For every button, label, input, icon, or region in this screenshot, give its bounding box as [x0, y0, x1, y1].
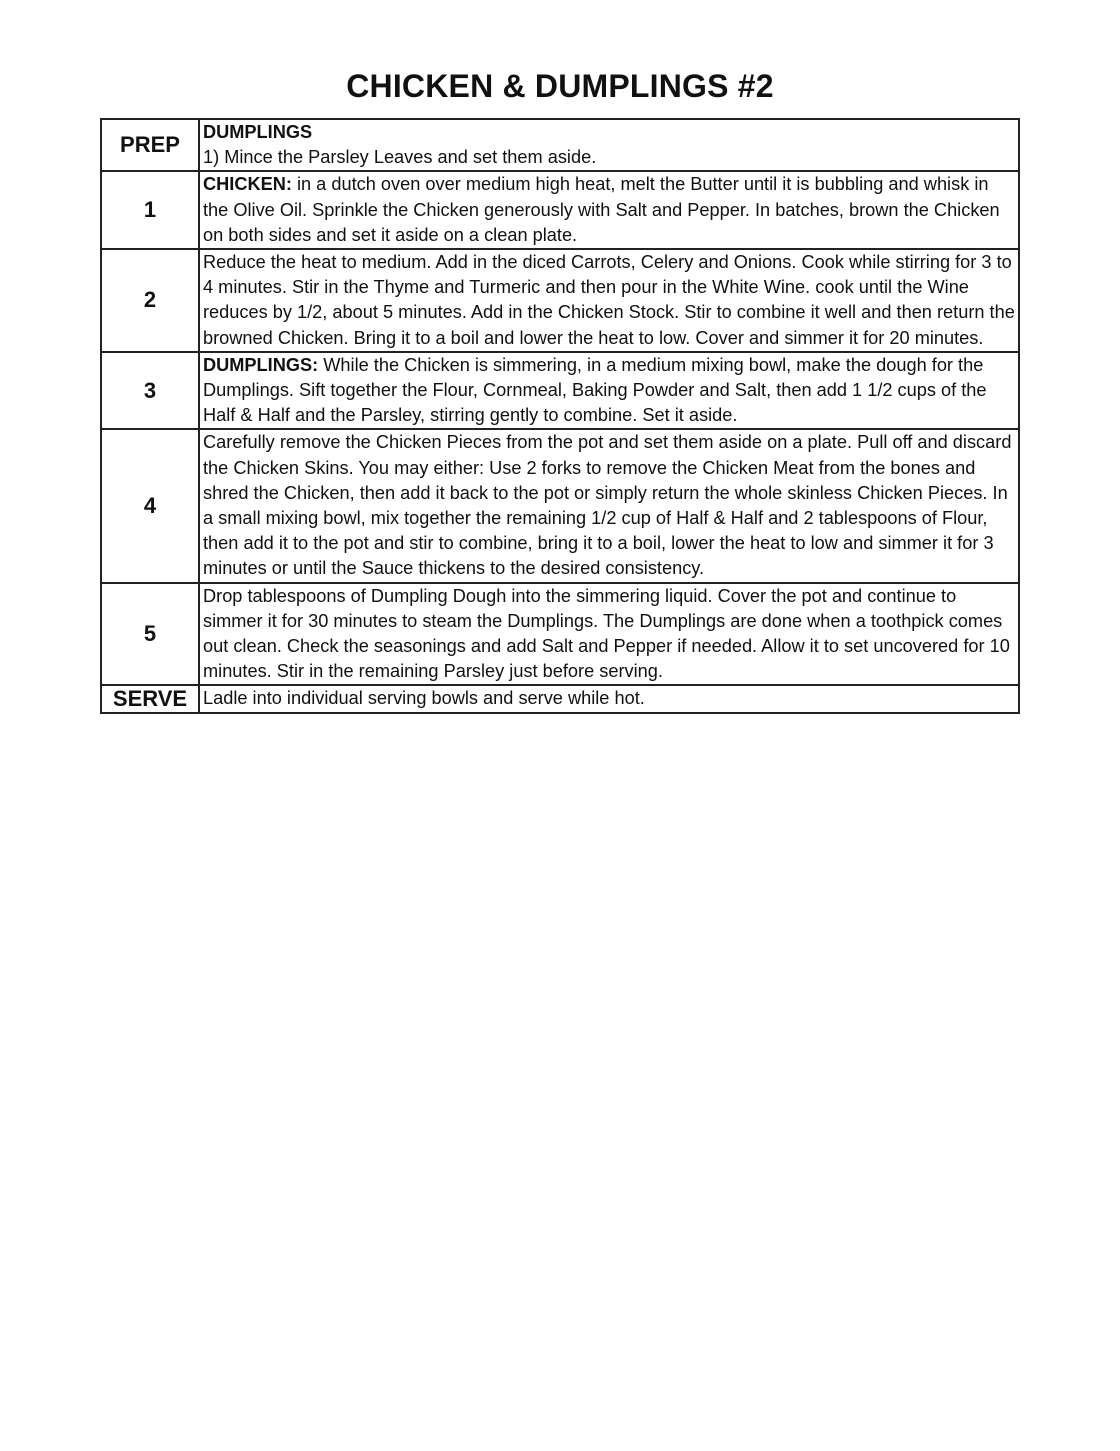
step-text	[199, 171, 1019, 249]
recipe-steps-table	[100, 118, 1020, 714]
step-body: Drop tablespoons of Dumpling Dough into the simmering liquid. Cover the pot and continue to simmer it for 30 minutes to steam the Dumplings. The Dumplings are done when a toothpick comes out clean. Check the seasonings and add Salt and Pepper if needed. Allow it to set uncovered for 10 minutes. Stir in the remaining Parsley just before serving.	[203, 585, 1010, 682]
step-label: 1	[101, 171, 199, 249]
step-text	[199, 429, 1019, 582]
step-text	[199, 249, 1019, 352]
step-label: 3	[101, 352, 199, 430]
step-label: 4	[101, 429, 199, 582]
step-text	[199, 685, 1019, 713]
step-body: Carefully remove the Chicken Pieces from the pot and set them aside on a plate. Pull off and discard the Chicken Skins. You may either: Use 2 forks to remove the Chicken Meat from the bones and shred the Chicken, then add it back to the pot or simply return the whole skinless Chicken Pieces. In a small mixing bowl, mix together the remaining 1/2 cup of Half & Half and 2 tablespoons of Flour, then add it to the pot and stir to combine, bring it to a boil, lower the heat to low and simmer it for 3 minutes or until the Sauce thickens to the desired consistency.	[203, 432, 1012, 579]
step-body: Reduce the heat to medium. Add in the diced Carrots, Celery and Onions. Cook while stirring for 3 to 4 minutes. Stir in the Thyme and Turmeric and then pour in the White Wine. cook until the Wine reduces by 1/2, about 5 minutes. Add in the Chicken Stock. Stir to combine it well and then return the browned Chicken. Bring it to a boil and lower the heat to low. Cover and simmer it for 20 minutes.	[203, 252, 1015, 348]
step-body: Ladle into individual serving bowls and serve while hot.	[203, 688, 645, 709]
step-row-5	[101, 583, 1019, 686]
step-row-serve	[101, 685, 1019, 713]
step-text	[199, 583, 1019, 686]
step-row-3	[101, 352, 1019, 430]
step-row-2	[101, 249, 1019, 352]
step-heading: DUMPLINGS:	[203, 354, 319, 375]
step-label: 5	[101, 583, 199, 686]
step-heading: CHICKEN:	[203, 174, 292, 195]
page-title: CHICKEN & DUMPLINGS #2	[346, 68, 774, 104]
step-label: SERVE	[101, 685, 199, 713]
step-text	[199, 119, 1019, 171]
step-body: While the Chicken is simmering, in a medium mixing bowl, make the dough for the Dumplings. Sift together the Flour, Cornmeal, Baking Powder and Salt, then add 1 1/2 cups of the Half & Half and the Parsley, stirring gently to combine. Set it aside.	[203, 354, 987, 426]
step-heading: DUMPLINGS	[203, 122, 313, 142]
step-body: 1) Mince the Parsley Leaves and set them aside.	[203, 147, 597, 168]
step-body: in a dutch oven over medium high heat, melt the Butter until it is bubbling and whisk in the Olive Oil. Sprinkle the Chicken generously with Salt and Pepper. In batches, brown the Chicken on both sides and set it aside on a clean plate.	[203, 174, 1000, 245]
step-label: 2	[101, 249, 199, 352]
step-row-1	[101, 171, 1019, 249]
step-row-prep	[101, 119, 1019, 171]
step-label: PREP	[101, 119, 199, 171]
step-row-4	[101, 429, 1019, 582]
step-text	[199, 352, 1019, 430]
